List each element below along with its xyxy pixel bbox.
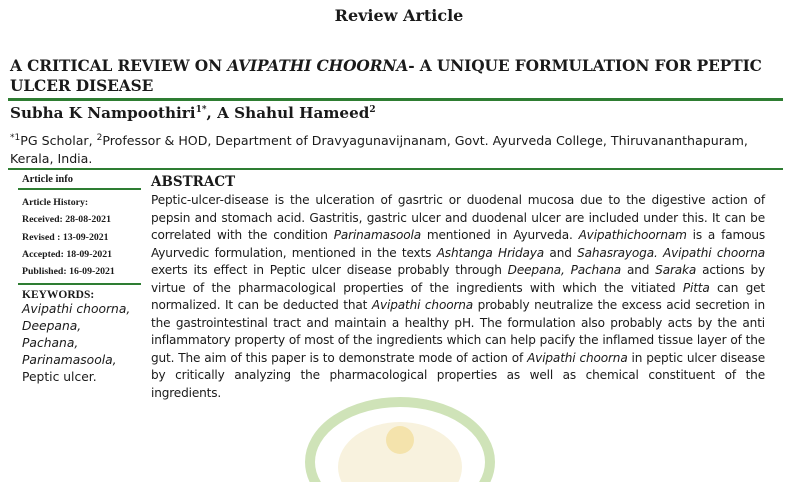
author-marks: 2 [369,104,376,115]
abstract-text: in peptic ulcer disease by critically analyzing the pharmacological properties as well as chemical constituent of the ingredients. [151,350,766,401]
affiliation-divider [8,168,783,170]
author-name: A Shahul Hameed [217,104,370,122]
history-label: Article History: [22,197,89,208]
article-type-label: Review Article [334,6,464,25]
authors-line: Subha K Nampoothiri$^{1*}$, A Shahul Hameed$^2$ [10,104,376,122]
author-name: Subha K Nampoothiri [10,104,196,122]
watermark-emblem [300,392,500,482]
abstract-text: exerts its effect in Peptic ulcer disease probably through [151,263,508,278]
abstract-term: Sahasrayoga. Avipathi choorna [577,245,765,260]
keywords-list [22,301,143,386]
article-title: A CRITICAL REVIEW ON AVIPATHI CHOORNA- A UNIQUE FORMULATION FOR PEPTIC ULCER DISEASE [10,57,762,95]
abstract-term: Deepana, Pachana [507,263,622,278]
keyword-item: Avipathi choorna, [22,302,131,317]
keyword-item: Deepana, [22,319,82,334]
abstract-text: probably neutralize the excess acid secretion in the gastrointestinal tract and maintain a healthy pH. The formulation also probably acts by the anti inflammatory property of most of the ingredients which can help pacify the inflamed tissue layer of the gut. The aim of this paper is to demonstrate mode of action of [151,298,766,365]
abstract-term: Ashtanga Hridaya [436,245,545,260]
article-info-panel [18,174,143,386]
abstract-text: actions by virtue of the pharmacological properties of the ingredients with which the vitiated [151,263,765,295]
article-info-heading: Article info [22,174,74,185]
keywords-heading: KEYWORDS: [22,289,95,302]
history-published: Published: 16-09-2021 [22,266,115,278]
abstract-term: Avipathi choorna [371,298,474,313]
abstract-heading: ABSTRACT [151,174,236,190]
history-accepted: Accepted: 18-09-2021 [22,248,113,260]
abstract-term: Avipathichoornam [578,228,687,243]
abstract-term: Saraka [655,263,697,278]
abstract-text: mentioned in Ayurveda. [420,228,579,243]
abstract-section [151,174,765,403]
abstract-text: can get normalized. It can be deducted that [151,280,765,313]
history-revised: Revised : 13-09-2021 [22,231,109,243]
author-marks: 1* [195,104,207,115]
affiliation: $^{*1}$PG Scholar, $^2$Professor & HOD, Department of Dravyagunavijnanam, Govt. Ayurveda College, Thiruvananthapuram, Kerala, India. [10,133,748,167]
abstract-body [151,192,765,403]
title-divider [8,98,783,101]
keyword-item: Peptic ulcer. [22,370,97,385]
abstract-text: and [544,245,578,260]
abstract-term: Avipathi choorna [527,350,628,365]
abstract-text: is a famous Ayurvedic formulation, mentioned in the texts [151,228,765,260]
info-divider [18,283,141,285]
history-received: Received: 28-08-2021 [22,214,111,226]
abstract-text: Peptic-ulcer-disease is the ulceration of gasrtric or duodenal mucosa due to the digestive action of pepsin and stomach acid. Gastritis, gastric ulcer and duodenal ulcer are included under this. It can be correlated with the condition [151,193,765,243]
info-divider [18,188,141,190]
abstract-text: and [621,263,656,278]
abstract-term: Parinamasoola [333,228,421,243]
keyword-item: Pachana, [22,336,79,351]
keyword-item: Parinamasoola, [22,353,117,368]
abstract-term: Pitta [682,280,710,295]
